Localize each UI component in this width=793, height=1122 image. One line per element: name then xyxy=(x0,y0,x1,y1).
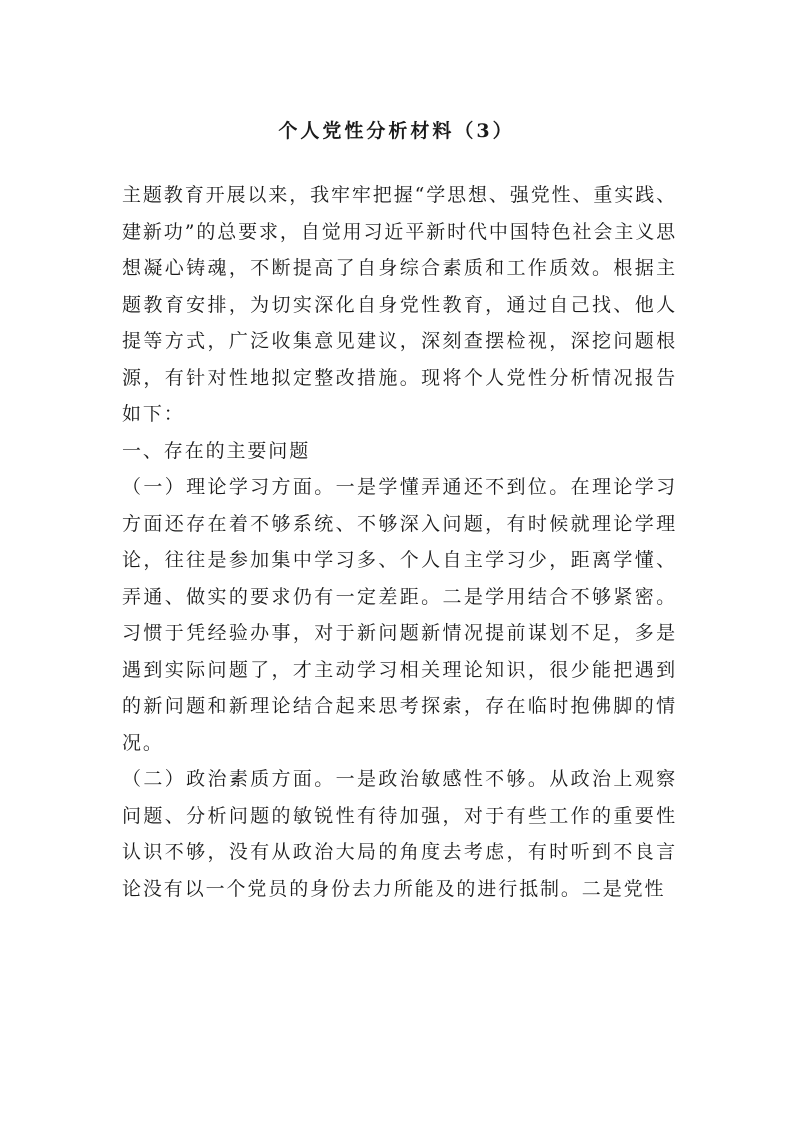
section-heading: 一、存在的主要问题 xyxy=(122,439,311,462)
political-quality-paragraph: （二）政治素质方面。一是政治敏感性不够。从政治上观察问题、分析问题的敏锐性有待加强，对于有些工作的重要性认识不够，没有从政治大局的角度去考虑，有时听到不良言论没有以一个党员的身份去力所能及的进行抵制。二是党性 xyxy=(122,768,677,900)
document-body xyxy=(122,177,677,907)
document-title: 个人党性分析材料（3） xyxy=(278,120,515,142)
theory-study-paragraph: （一）理论学习方面。一是学懂弄通还不到位。在理论学习方面还存在着不够系统、不够深入问题，有时候就理论学理论，往往是参加集中学习多、个人自主学习少，距离学懂、弄通、做实的要求仍有一定差距。二是学用结合不够紧密。习惯于凭经验办事，对于新问题新情况提前谋划不足，多是遇到实际问题了，才主动学习相关理论知识，很少能把遇到的新问题和新理论结合起来思考探索，存在临时抱佛脚的情况。 xyxy=(122,476,677,754)
intro-paragraph: 主题教育开展以来，我牢牢把握“学思想、强党性、重实践、建新功”的总要求，自觉用习近平新时代中国特色社会主义思想凝心铸魂，不断提高了自身综合素质和工作质效。根据主题教育安排，为切实深化自身党性教育，通过自己找、他人提等方式，广泛收集意见建议，深刻查摆检视，深挖问题根源，有针对性地拟定整改措施。现将个人党性分析情况报告如下： xyxy=(122,184,678,425)
